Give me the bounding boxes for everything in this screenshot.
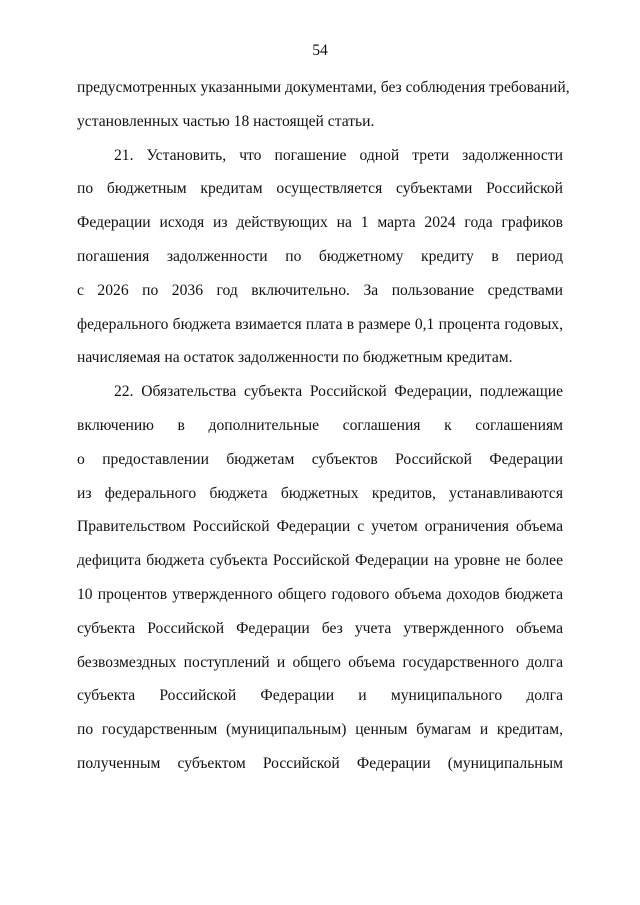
text-line: по бюджетным кредитам осуществляется субъектами Российской [77,180,563,198]
text-line: с 2026 по 2036 год включительно. За пользование средствами [77,281,563,299]
text-line: субъекта Российской Федерации и муниципального долга [77,687,563,705]
text-line: субъекта Российской Федерации без учета утвержденного объема [77,619,563,637]
text-line: из федерального бюджета бюджетных кредитов, устанавливаются [77,484,563,502]
page-number: 54 [312,42,328,59]
document-body [77,78,570,788]
text-line: по государственным (муниципальным) ценным бумагам и кредитам, [77,721,563,739]
text-line: о предоставлении бюджетам субъектов Российской Федерации [77,450,563,468]
text-line: начисляемая на остаток задолженности по бюджетным кредитам. [77,349,513,367]
text-line: погашения задолженности по бюджетному кредиту в период [77,247,563,265]
text-line: Федерации исходя из действующих на 1 марта 2024 года графиков [77,214,563,232]
text-line: 10 процентов утвержденного общего годового объема доходов бюджета [77,585,563,603]
text-line: Правительством Российской Федерации с учетом ограничения объема [77,518,563,536]
text-line: предусмотренных указанными документами, без соблюдения требований, [77,79,570,96]
text-line: федерального бюджета взимается плата в размере 0,1 процента годовых, [77,315,563,333]
text-line: дефицита бюджета субъекта Российской Федерации на уровне не более [77,552,563,570]
text-line: безвозмездных поступлений и общего объема государственного долга [77,653,563,671]
text-line: полученным субъектом Российской Федерации (муниципальным [77,754,563,772]
text-line: установленных частью 18 настоящей статьи. [77,112,375,130]
text-line: включению в дополнительные соглашения к соглашениям [77,416,563,434]
text-line: 22. Обязательства субъекта Российской Федерации, подлежащие [114,383,563,401]
text-line: 21. Установить, что погашение одной трети задолженности [114,146,563,164]
